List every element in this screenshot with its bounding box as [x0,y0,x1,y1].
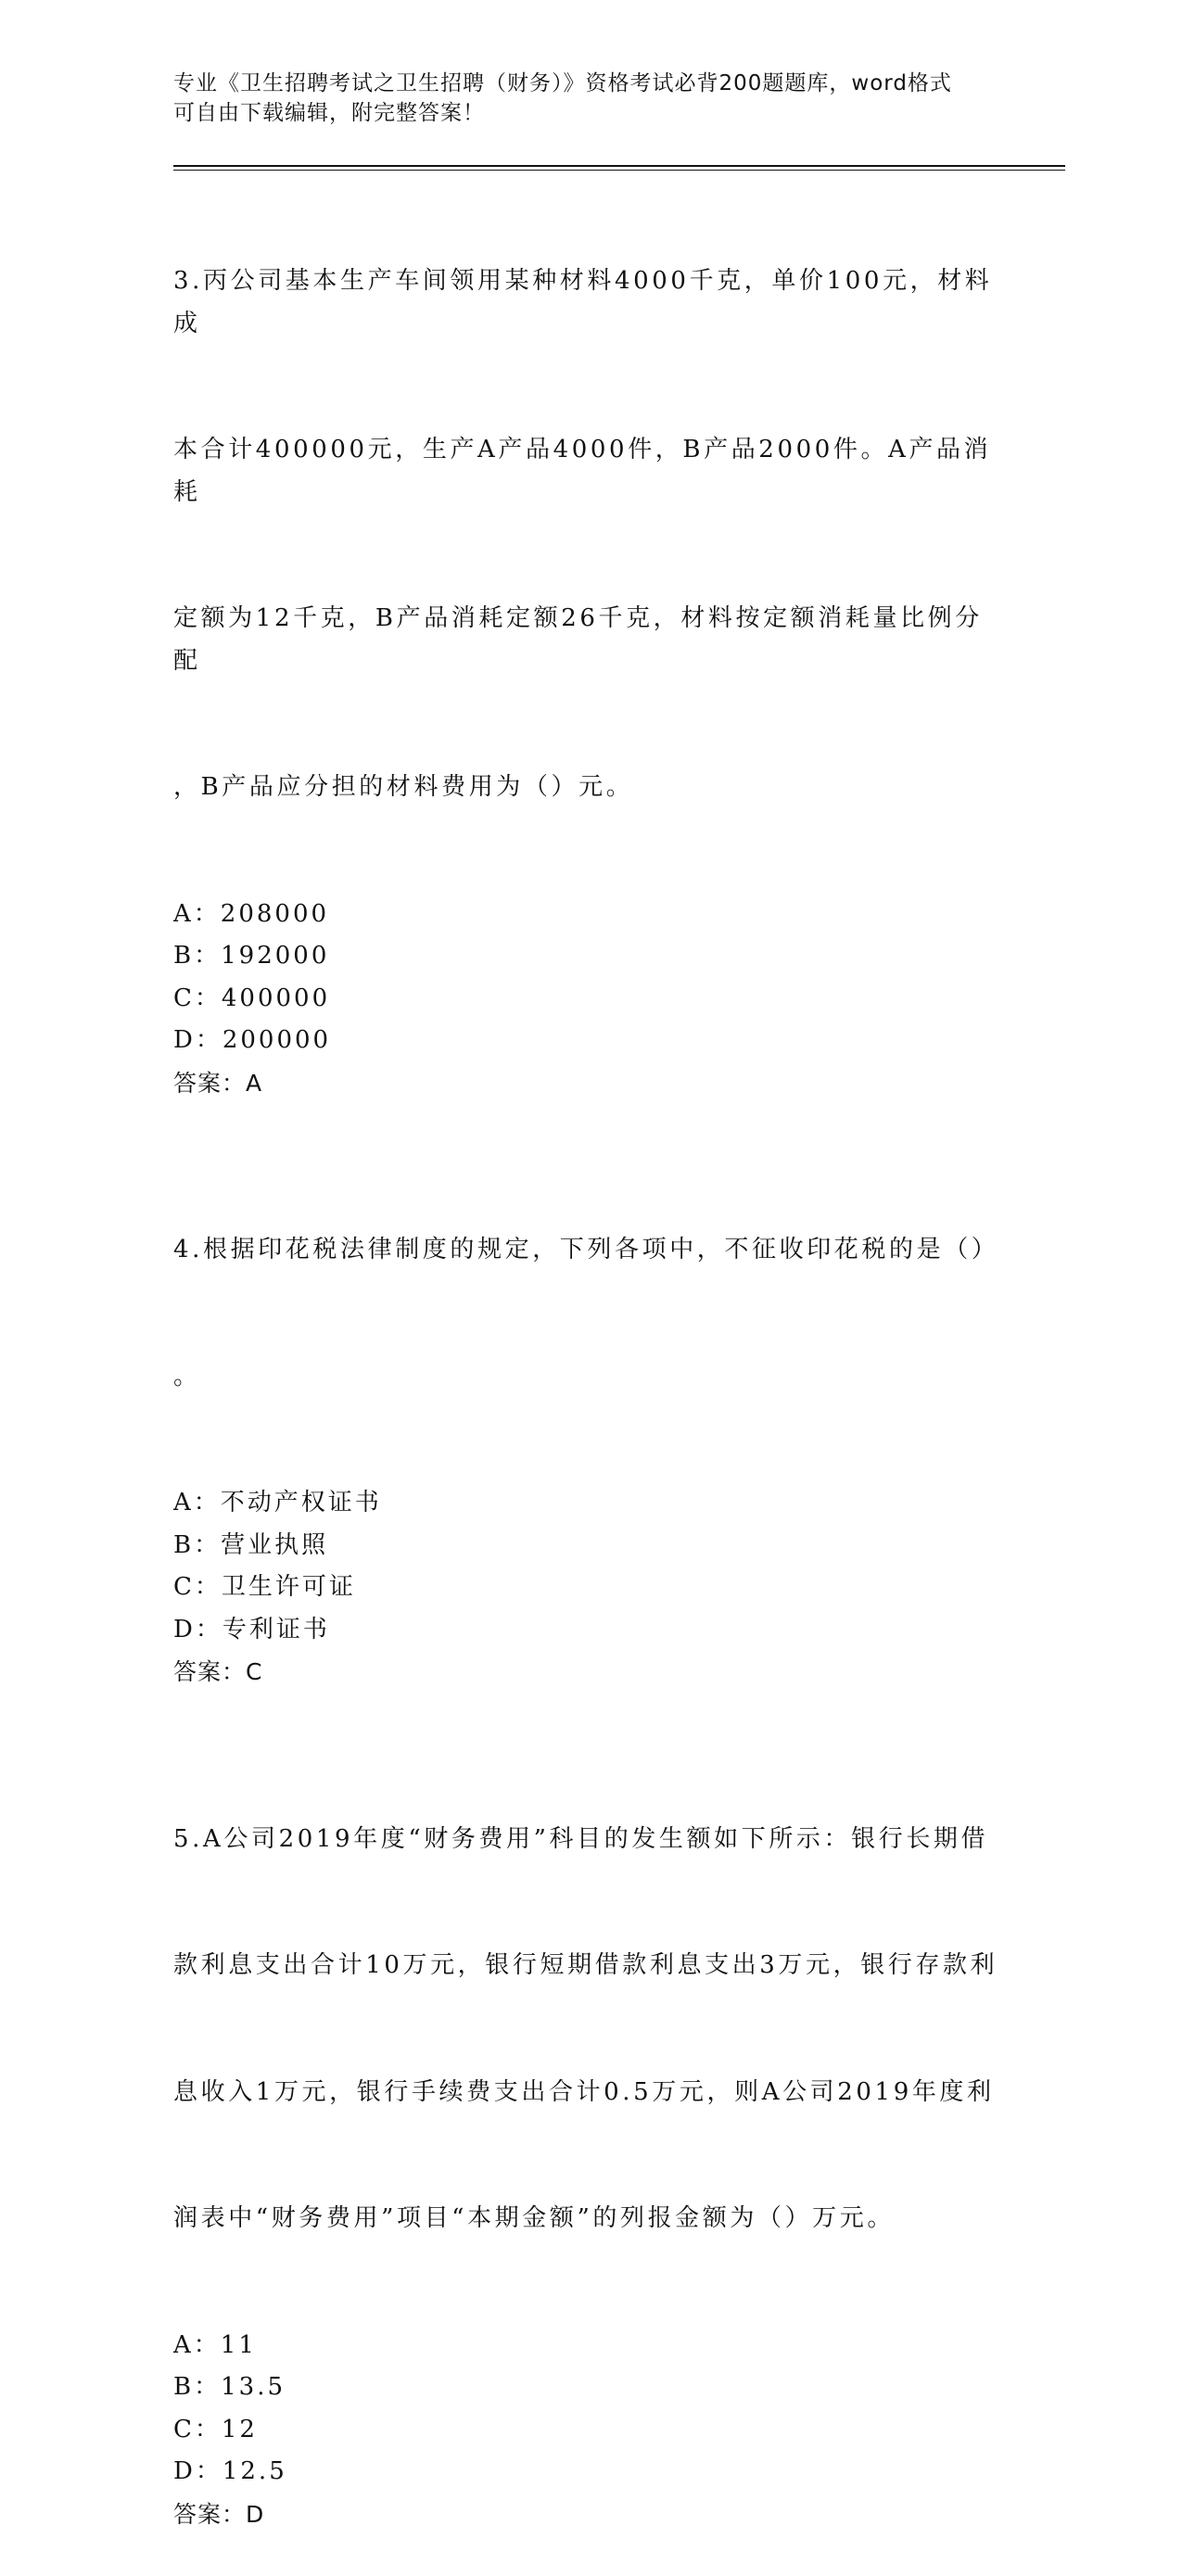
option-c: C：卫生许可证 [173,1573,356,1601]
question-3 [173,176,998,1104]
question-text-line: ，B产品应分担的材料费用为（）元。 [173,773,634,801]
question-text-line: 润表中“财务费用”项目“本期金额”的列报金额为（）万元。 [173,2204,895,2232]
question-text-line: 3.丙公司基本生产车间领用某种材料4000千克，单价100元，材料成 [173,267,993,337]
header-divider-thick [173,165,1065,167]
question-text-line: 息收入1万元，银行手续费支出合计0.5万元，则A公司2019年度利 [173,2077,995,2106]
question-text [173,1734,998,2325]
question-text-line: 款利息支出合计10万元，银行短期借款利息支出3万元，银行存款利 [173,1951,998,1979]
option-b: B：营业执照 [173,1530,329,1559]
option-a: A：不动产权证书 [173,1489,382,1516]
question-text-line: 。 [173,1362,201,1390]
option-a: A：11 [173,2330,257,2359]
question-text-line: 5.A公司2019年度“财务费用”科目的发生额如下所示：银行长期借 [173,1824,989,1853]
answer-line: 答案：A [173,1069,263,1097]
question-list [173,176,998,2576]
answer-line: 答案：C [173,1658,263,1685]
question-text [173,176,998,894]
question-text-line: 4.根据印花税法律制度的规定，下列各项中，不征收印花税的是（） [173,1236,999,1263]
question-text-line: 本合计400000元，生产A产品4000件，B产品2000件。A产品消耗 [173,436,992,506]
option-d: D：200000 [173,1026,332,1054]
answer-line: 答案：D [173,2500,265,2528]
question-text [173,1145,998,1482]
document-header [173,69,989,128]
header-title-line-1: 专业《卫生招聘考试之卫生招聘（财务）》资格考试必背200题题库，word格式 [173,71,952,95]
question-text-line: 定额为12千克，B产品消耗定额26千克，材料按定额消耗量比例分配 [173,604,983,675]
option-b: B：192000 [173,942,330,970]
option-c: C：400000 [173,983,331,1012]
option-d: D：专利证书 [173,1615,330,1643]
option-b: B：13.5 [173,2373,286,2401]
question-4 [173,1145,998,1694]
option-c: C：12 [173,2415,258,2443]
question-5 [173,1734,998,2536]
header-divider-thin [173,170,1065,171]
option-a: A：208000 [173,899,330,928]
header-title-line-2: 可自由下载编辑，附完整答案！ [173,101,485,125]
option-d: D：12.5 [173,2457,287,2485]
